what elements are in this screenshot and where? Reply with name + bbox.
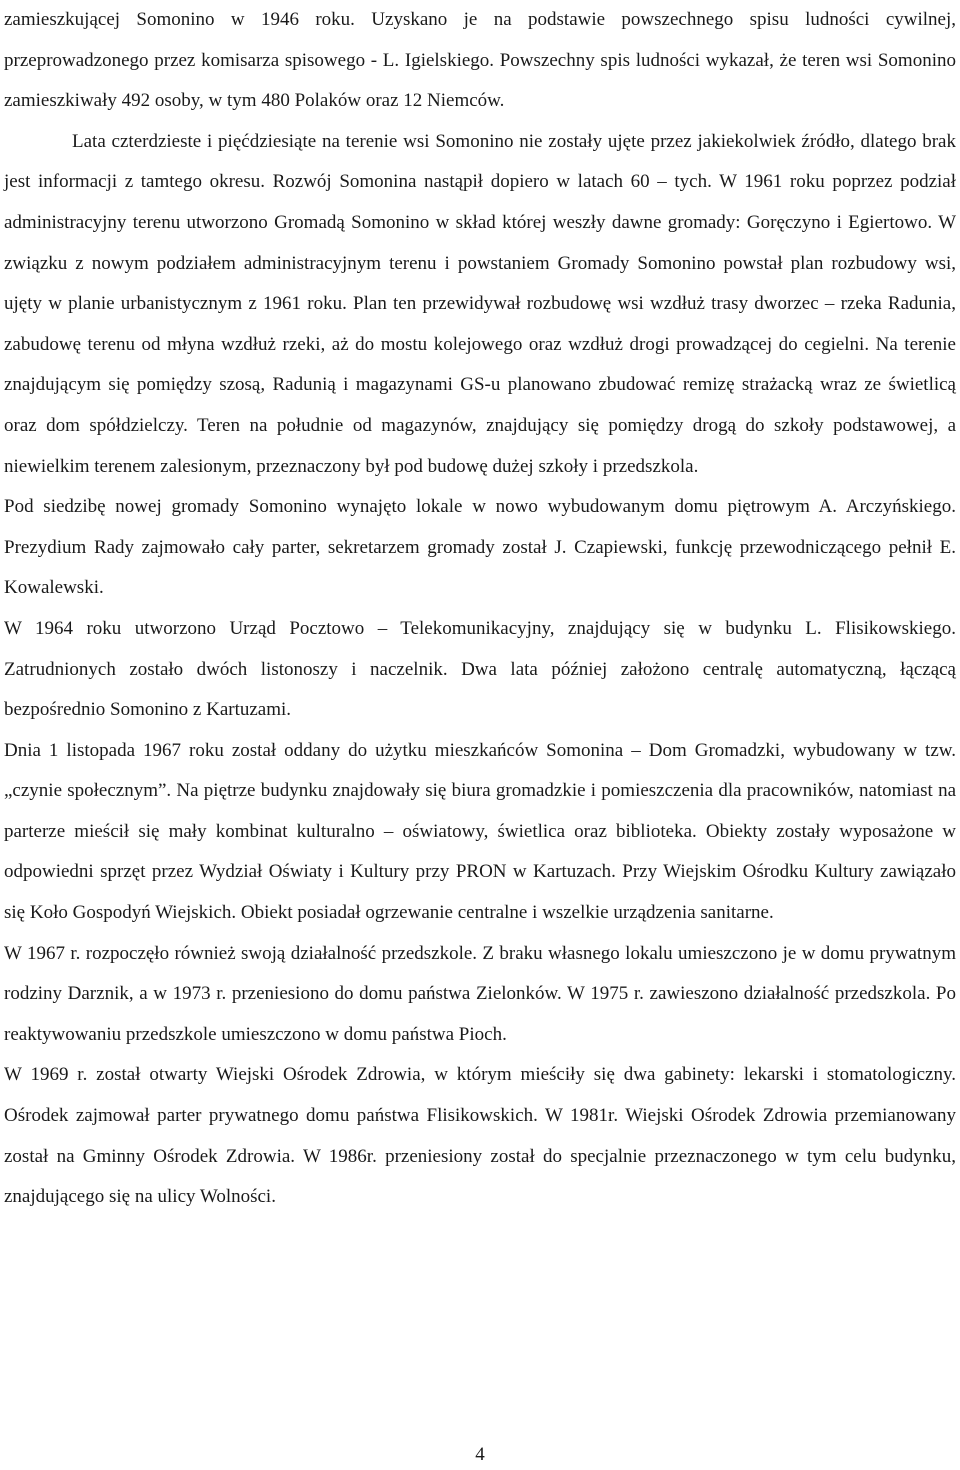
body-text <box>4 0 956 1218</box>
paragraph-community-house: Dnia 1 listopada 1967 roku został oddany do użytku mieszkańców Somonina – Dom Gromadzki, wybudowany w tzw. „czynie społecznym”. Na piętrze budynku znajdowały się biura gromadzkie i pomieszczenia dla pracowników, natomiast na parterze mieścił się mały kombinat kulturalno – oświatowy, świetlica oraz biblioteka. Obiekty zostały wyposażone w odpowiedni sprzęt przez Wydział Oświaty i Kultury przy PRON w Kartuzach. Przy Wiejskim Ośrodku Kultury zawiązało się Koło Gospodyń Wiejskich. Obiekt posiadał ogrzewanie centralne i wszelkie urządzenia sanitarne. <box>4 739 956 924</box>
paragraph-health-center: W 1969 r. został otwarty Wiejski Ośrodek Zdrowia, w którym mieściły się dwa gabinety: lekarski i stomatologiczny. Ośrodek zajmował parter prywatnego domu państwa Flisikowskich. W 1981r. Wiejski Ośrodek Zdrowia przemianowany został na Gminny Ośrodek Zdrowia. W 1986r. przeniesiony został do specjalnie przeznaczonego w tym celu budynku, znajdującego się na ulicy Wolności. <box>4 1064 956 1208</box>
paragraph-census: zamieszkującej Somonino w 1946 roku. Uzyskano je na podstawie powszechnego spisu ludności cywilnej, przeprowadzonego przez komisarza spisowego - L. Igielskiego. Powszechny spis ludności wykazał, że teren wsi Somonino zamieszkiwały 492 osoby, w tym 480 Polaków oraz 12 Niemców. <box>4 9 956 112</box>
paragraph-gromada-seat: Pod siedzibę nowej gromady Somonino wynajęto lokale w nowo wybudowanym domu piętrowym A. Arczyńskiego. Prezydium Rady zajmowało cały parter, sekretarzem gromady został J. Czapiewski, funkcję przewodniczącego pełnił E. Kowalewski. <box>4 496 956 599</box>
paragraph-development: Lata czterdzieste i pięćdziesiąte na terenie wsi Somonino nie zostały ujęte przez jakiekolwiek źródło, dlatego brak jest informacji z tamtego okresu. Rozwój Somonina nastąpił dopiero w latach 60 – tych. W 1961 roku poprzez podział administracyjny terenu utworzono Gromadą Somonino w skład której weszły dawne gromady: Goręczyno i Egiertowo. W związku z nowym podziałem administracyjnym terenu i powstaniem Gromady Somonino powstał plan rozbudowy wsi, ujęty w planie urbanistycznym z 1961 roku. Plan ten przewidywał rozbudowę wsi wzdłuż trasy dworzec – rzeka Radunia, zabudowę terenu od młyna wzdłuż rzeki, aż do mostu kolejowego oraz wzdłuż drogi prowadzącej do cegielni. Na terenie znajdującym się pomiędzy szosą, Radunią i magazynami GS-u planowano zbudować remizę strażacką wraz ze świetlicą oraz dom spółdzielczy. Teren na południe od magazynów, znajdujący się pomiędzy drogą do szkoły podstawowej, a niewielkim terenem zalesionym, przeznaczony był pod budowę dużej szkoły i przedszkola. <box>4 130 956 477</box>
paragraph-post-office: W 1964 roku utworzono Urząd Pocztowo – Telekomunikacyjny, znajdujący się w budynku L. Flisikowskiego. Zatrudnionych zostało dwóch listonoszy i naczelnik. Dwa lata później założono centralę automatyczną, łączącą bezpośrednio Somonino z Kartuzami. <box>4 617 956 721</box>
page-number: 4 <box>475 1444 485 1465</box>
paragraph-kindergarten: W 1967 r. rozpoczęło również swoją działalność przedszkole. Z braku własnego lokalu umieszczono je w domu prywatnym rodziny Darznik, a w 1973 r. przeniesiono do domu państwa Zielonków. W 1975 r. zawieszono działalność przedszkola. Po reaktywowaniu przedszkole umieszczono w domu państwa Pioch. <box>4 942 956 1045</box>
